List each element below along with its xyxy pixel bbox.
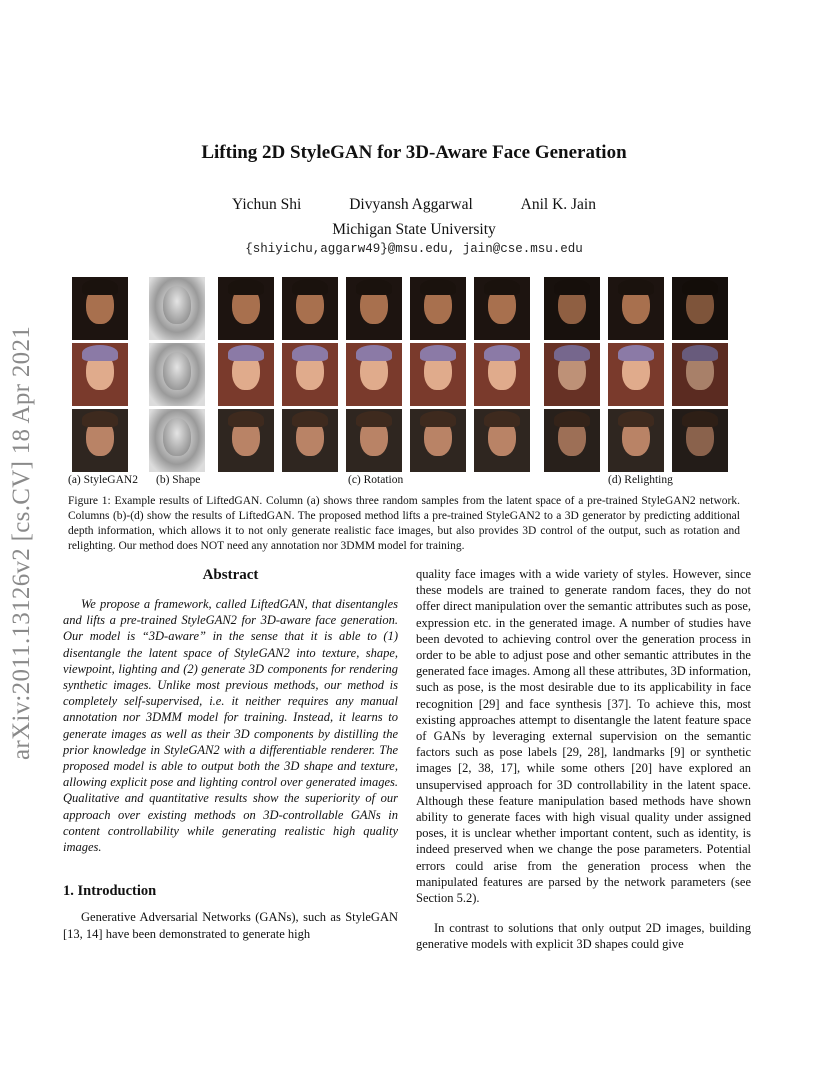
- section-heading-introduction: 1. Introduction: [63, 883, 157, 900]
- face-thumbnail: [410, 409, 466, 472]
- face-thumbnail: [474, 409, 530, 472]
- subcaption-shape: (b) Shape: [156, 474, 201, 486]
- abstract-heading: Abstract: [202, 567, 259, 583]
- face-thumbnail: [672, 277, 728, 340]
- author-name: Divyansh Aggarwal: [349, 196, 473, 213]
- face-thumbnail: [218, 277, 274, 340]
- face-thumbnail: [544, 277, 600, 340]
- face-thumbnail: [72, 343, 128, 406]
- arxiv-stamp: arXiv:2011.13126v2 [cs.CV] 18 Apr 2021: [8, 325, 35, 760]
- face-thumbnail: [608, 277, 664, 340]
- shape-render-thumbnail: [149, 343, 205, 406]
- author-name: Yichun Shi: [232, 196, 302, 213]
- shape-render-thumbnail: [149, 409, 205, 472]
- face-thumbnail: [346, 277, 402, 340]
- face-thumbnail: [282, 409, 338, 472]
- face-thumbnail: [218, 343, 274, 406]
- intro-paragraph-1-start: Generative Adversarial Networks (GANs), such as StyleGAN [13, 14] have been demonstrated to generate high: [63, 910, 398, 941]
- left-column: [63, 566, 398, 942]
- face-thumbnail: [282, 343, 338, 406]
- face-thumbnail: [72, 277, 128, 340]
- subcaption-relighting: (d) Relighting: [608, 474, 673, 486]
- face-thumbnail: [474, 277, 530, 340]
- face-thumbnail: [410, 277, 466, 340]
- face-thumbnail: [346, 343, 402, 406]
- face-thumbnail: [672, 409, 728, 472]
- author-list: [0, 196, 828, 214]
- face-thumbnail: [544, 409, 600, 472]
- face-thumbnail: [474, 343, 530, 406]
- face-thumbnail: [608, 343, 664, 406]
- subcaption-stylegan2: (a) StyleGAN2: [68, 474, 138, 486]
- figure-1-image-grid: [72, 277, 738, 471]
- subcaption-rotation: (c) Rotation: [348, 474, 404, 486]
- right-column: [416, 566, 751, 953]
- abstract-text: We propose a framework, called LiftedGAN, that disentangles and lifts a pre-trained StyleGAN2 for 3D-aware face generation. Our model is “3D-aware” in the sense that it is able to (1) disentangle the latent space of StyleGAN2 into texture, shape, viewpoint, lighting and (2) generate 3D components for rendering synthetic images. Unlike most previous methods, our method is completely self-supervised, i.e. it neither requires any manual annotation nor 3DMM model for training. Instead, it learns to generate images as well as their 3D components by distilling the prior knowledge in StyleGAN2 with a differentiable renderer. The proposed model is able to output both the 3D shape and texture, allowing explicit pose and lighting control over generated images. Qualitative and quantitative results show the superiority of our approach over existing methods on 3D-controllable GANs in content controllability while generating realistic high quality images.: [63, 597, 398, 855]
- face-thumbnail: [72, 409, 128, 472]
- face-thumbnail: [410, 343, 466, 406]
- figure-caption: Figure 1: Example results of LiftedGAN. Column (a) shows three random samples from the latent space of a pre-trained StyleGAN2 network. Columns (b)-(d) show the results of LiftedGAN. The proposed method lifts a pre-trained StyleGAN2 to a 3D generator by predicting additional depth information, which allows it to not only generate realistic face images, but also provides 3D control of the output, such as rotation and relighting. Our method does NOT need any annotation nor 3DMM model for training.: [68, 495, 740, 552]
- face-thumbnail: [282, 277, 338, 340]
- face-thumbnail: [672, 343, 728, 406]
- face-thumbnail: [346, 409, 402, 472]
- face-thumbnail: [218, 409, 274, 472]
- affiliation: Michigan State University: [332, 221, 496, 238]
- face-thumbnail: [608, 409, 664, 472]
- intro-paragraph-2: In contrast to solutions that only output 2D images, building generative models with explicit 3D shapes could give: [416, 921, 751, 952]
- shape-render-thumbnail: [149, 277, 205, 340]
- author-name: Anil K. Jain: [520, 196, 596, 213]
- paper-title: Lifting 2D StyleGAN for 3D-Aware Face Generation: [201, 142, 627, 163]
- author-emails: {shiyichu,aggarw49}@msu.edu, jain@cse.msu.edu: [245, 242, 583, 256]
- face-thumbnail: [544, 343, 600, 406]
- intro-paragraph-1-cont: quality face images with a wide variety of styles. However, since these models are trained to generate random faces, they do not offer direct manipulation over the semantic attributes such as pose, expression etc. in the generated image. A number of studies have been devoted to achieving control over the generation process in order to be able to adjust pose and other semantic attributes in the generated face images. Among all these attributes, 3D information, such as pose, is the most desirable due to its applicability in face recognition [29] and face synthesis [37]. To achieve this, most existing approaches attempt to disentangle the latent feature space of GANs by leveraging external supervision on the semantic factors such as pose labels [29, 28], landmarks [9] or synthetic images [2, 38, 17], while some others [20] have explored an unsupervised approach for 3D controllability in the latent space. Although these feature manipulation based methods have shown ability to generate faces with high visual quality under assigned poses, it is unclear whether important content, such as identity, is indeed preserved when we change the pose parameters. Potential errors could arise from the generation process when the manipulated features are parsed by the network parameters (see Section 5.2).: [416, 567, 751, 906]
